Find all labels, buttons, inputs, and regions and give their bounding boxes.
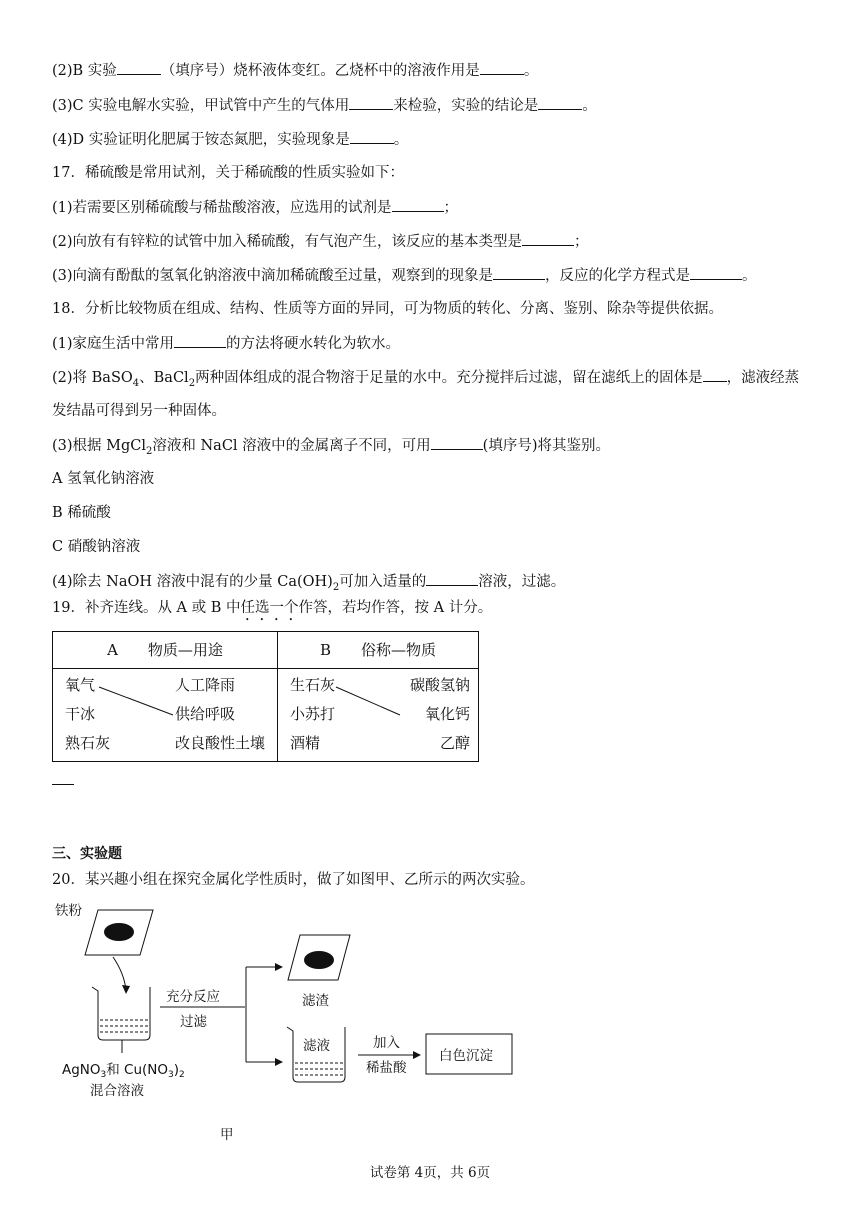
solution-dashes-icon	[295, 1063, 343, 1075]
q18-2: (2)将 BaSO$_4$、BaCl$_2$两种固体组成的混合物溶于足量的水中。充分搅拌后过滤，留在滤纸上的固体是 ，滤液经蒸	[52, 367, 799, 394]
list-item: 熟石灰	[65, 734, 111, 752]
matching-table	[52, 631, 479, 762]
answer-blank[interactable]	[392, 197, 444, 212]
q17-3: (3)向滴有酚酞的氢氧化钠溶液中滴加稀硫酸至过量，观察到的现象是 ，反应的化学方程式是 。	[52, 265, 757, 286]
residue-icon	[304, 951, 334, 969]
arrow-icon	[113, 957, 126, 990]
answer-blank[interactable]	[349, 95, 393, 110]
answer-blank[interactable]	[426, 571, 478, 586]
answer-blank[interactable]	[522, 231, 574, 246]
q17-stem: 17．稀硫酸是常用试剂，关于稀硫酸的性质实验如下：	[52, 165, 404, 181]
q18-stem: 18．分析比较物质在组成、结构、性质等方面的异同，可为物质的转化、分离、鉴别、除杂等提供依据。	[52, 301, 723, 317]
table-body-b	[278, 669, 478, 761]
beaker-icon	[287, 1027, 345, 1082]
solution-dashes-icon	[100, 1020, 148, 1032]
table-head-a: A 物质—用途	[107, 641, 223, 659]
list-item: 氧化钙	[424, 705, 470, 723]
option-a: A 氢氧化钠溶液	[52, 471, 155, 487]
list-item: 酒精	[290, 734, 321, 752]
connector-line-b	[278, 669, 478, 759]
arrow-head-icon	[122, 985, 130, 994]
arrow-head-icon	[275, 1058, 283, 1066]
option-b: B 稀硫酸	[52, 505, 111, 521]
precipitate-label: 白色沉淀	[439, 1048, 493, 1064]
q18-4: (4)除去 NaOH 溶液中混有的少量 $Ca(OH)_2$可加入适量的 溶液，过滤。	[52, 571, 565, 598]
q16-2: (2)B 实验 （填序号）烧杯液体变红。乙烧杯中的溶液作用是 。	[52, 60, 538, 81]
answer-line	[52, 784, 74, 785]
page-footer: 试卷第 4页，共 6页	[369, 1165, 491, 1181]
figure-label: 甲	[220, 1127, 234, 1143]
answer-blank[interactable]	[480, 60, 524, 75]
iron-powder-icon	[104, 923, 134, 941]
filter-label: 过滤	[180, 1014, 207, 1030]
list-item: 碳酸氢钠	[409, 676, 470, 694]
section-title: 三、实验题	[52, 846, 122, 862]
mixed-solution-label: 混合溶液	[90, 1083, 144, 1099]
table-head-b: B 俗称—物质	[319, 641, 437, 659]
arrow-head-icon	[413, 1051, 421, 1059]
q18-3: (3)根据 MgCl$_2$溶液和 NaCl 溶液中的金属离子不同，可用 (填序号)将其鉴别。	[52, 435, 610, 462]
answer-blank[interactable]	[431, 435, 483, 450]
q18-2-cont: 发结晶可得到另一种固体。	[52, 403, 226, 419]
q17-1: (1)若需要区别稀硫酸与稀盐酸溶液，应选用的试剂是 ；	[52, 197, 458, 218]
q16-3: (3)C 实验电解水实验，甲试管中产生的气体用 来检验，实验的结论是 。	[52, 95, 597, 116]
connector-line-a	[53, 669, 277, 759]
iron-powder-label: 铁粉	[55, 903, 82, 919]
list-item: 供给呼吸	[175, 705, 236, 723]
answer-blank[interactable]	[703, 367, 727, 382]
residue-label: 滤渣	[302, 993, 329, 1009]
answer-blank[interactable]	[350, 129, 394, 144]
answer-blank[interactable]	[690, 265, 742, 280]
table-body-a	[53, 669, 277, 761]
add-label: 加入	[373, 1035, 400, 1051]
answer-blank[interactable]	[493, 265, 545, 280]
reaction-label: 充分反应	[166, 989, 220, 1005]
experiment-diagram	[0, 895, 600, 1155]
q20-stem: 20．某兴趣小组在探究金属化学性质时，做了如图甲、乙所示的两次实验。	[52, 872, 535, 888]
filtrate-label: 滤液	[303, 1038, 330, 1054]
q17-2: (2)向放有有锌粒的试管中加入稀硫酸，有气泡产生，该反应的基本类型是 ；	[52, 231, 589, 252]
arrow-head-icon	[275, 963, 283, 971]
list-item: 生石灰	[290, 676, 336, 694]
list-item: 干冰	[65, 705, 96, 723]
list-item: 乙醇	[439, 734, 470, 752]
q16-4: (4)D 实验证明化肥属于铵态氮肥，实验现象是 。	[52, 129, 408, 150]
list-item: 小苏打	[290, 705, 336, 723]
hcl-label: 稀盐酸	[366, 1060, 407, 1076]
solution-label: AgNO$_3$和 $Cu(NO_3)_2$	[62, 1062, 185, 1080]
answer-blank[interactable]	[117, 60, 161, 75]
option-c: C 硝酸钠溶液	[52, 539, 141, 555]
q19-stem: 19．补齐连线。从 A 或 B 中任选一个作答，若均作答，按 A 计分。	[52, 600, 493, 616]
list-item: 氧气	[65, 676, 96, 694]
list-item: 改良酸性土壤	[175, 734, 266, 752]
answer-blank[interactable]	[174, 333, 226, 348]
list-item: 人工降雨	[175, 676, 236, 694]
q18-1: (1)家庭生活中常用 的方法将硬水转化为软水。	[52, 333, 400, 354]
answer-blank[interactable]	[538, 95, 582, 110]
